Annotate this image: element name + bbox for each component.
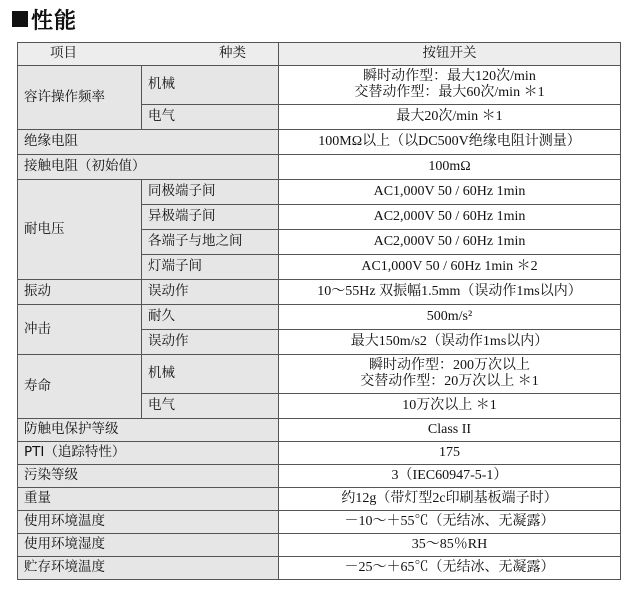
value-shock-malfunction: 最大150m/s2（误动作1ms以内） [279,330,621,355]
sub-label-op-freq-elec: 电气 [142,105,279,130]
row-label-withstand: 耐电压 [18,180,142,280]
sub-label-op-freq-mech: 机械 [142,66,279,105]
sub-label-diff-pole: 异极端子间 [142,205,279,230]
value-life-mech [279,355,621,394]
section-heading [12,4,77,34]
row-label-insulation: 绝缘电阻 [18,130,279,155]
table-row [18,488,621,511]
sub-label-ground: 各端子与地之间 [142,230,279,255]
row-label-pti: PTI（追踪特性） [18,442,279,465]
row-label-contact: 接触电阻（初始值） [18,155,279,180]
value-contact: 100mΩ [279,155,621,180]
row-label-protection: 防触电保护等级 [18,419,279,442]
table-row [18,419,621,442]
table-row [18,66,621,105]
row-label-op-freq: 容许操作频率 [18,66,142,130]
performance-table [17,42,621,580]
value-shock-durability: 500m/s² [279,305,621,330]
value-same-pole: AC1,000V 50 / 60Hz 1min [279,180,621,205]
black-square-bullet [12,11,28,27]
table-row [18,511,621,534]
sub-label-same-pole: 同极端子间 [142,180,279,205]
value-insulation: 100MΩ以上（以DC500V绝缘电阻计测量） [279,130,621,155]
value-temp-use: －10～＋55℃（无结冰、无凝露） [279,511,621,534]
header-type: 种类 [219,45,246,62]
value-temp-store: －25～＋65℃（无结冰、无凝露） [279,557,621,580]
value-op-freq-elec: 最大20次/min ＊1 [279,105,621,130]
row-label-shock: 冲击 [18,305,142,355]
value-line: 交替动作型：20万次以上 ＊1 [360,374,539,389]
value-lamp: AC1,000V 50 / 60Hz 1min ＊2 [279,255,621,280]
row-label-life: 寿命 [18,355,142,419]
value-humidity: 35～85％RH [279,534,621,557]
sub-label-life-elec: 电气 [142,394,279,419]
value-ground: AC2,000V 50 / 60Hz 1min [279,230,621,255]
value-line: 交替动作型：最大60次/min ＊1 [354,85,545,100]
section-title: 性能 [31,8,78,34]
value-op-freq-mech [279,66,621,105]
value-line: 瞬时动作型：最大120次/min [363,68,536,84]
value-diff-pole: AC2,000V 50 / 60Hz 1min [279,205,621,230]
table-row [18,355,621,394]
table-row [18,557,621,580]
row-label-temp-use: 使用环境温度 [18,511,279,534]
table-row [18,155,621,180]
table-row [18,465,621,488]
value-protection: Class II [279,419,621,442]
table-header-row [18,43,621,66]
value-pollution: 3（IEC60947-5-1） [279,465,621,488]
header-item-type [18,43,279,66]
value-life-elec: 10万次以上 ＊1 [279,394,621,419]
sub-label-lamp: 灯端子间 [142,255,279,280]
table-row [18,534,621,557]
header-value: 按钮开关 [279,43,621,66]
value-line: 瞬时动作型：200万次以上 [369,357,530,373]
row-label-vibration: 振动 [18,280,142,305]
table-row [18,280,621,305]
header-item: 项目 [50,45,77,62]
table-row [18,305,621,330]
row-label-humidity: 使用环境湿度 [18,534,279,557]
sub-label-vibration: 误动作 [142,280,279,305]
sub-label-shock-malfunction: 误动作 [142,330,279,355]
table-row [18,180,621,205]
table-row [18,130,621,155]
row-label-weight: 重量 [18,488,279,511]
sub-label-shock-durability: 耐久 [142,305,279,330]
table-row [18,442,621,465]
row-label-pollution: 污染等级 [18,465,279,488]
sub-label-life-mech: 机械 [142,355,279,394]
value-weight: 约12g（带灯型2c印刷基板端子时） [279,488,621,511]
row-label-temp-store: 贮存环境温度 [18,557,279,580]
value-vibration: 10～55Hz 双振幅1.5mm（误动作1ms以内） [279,280,621,305]
value-pti: 175 [279,442,621,465]
